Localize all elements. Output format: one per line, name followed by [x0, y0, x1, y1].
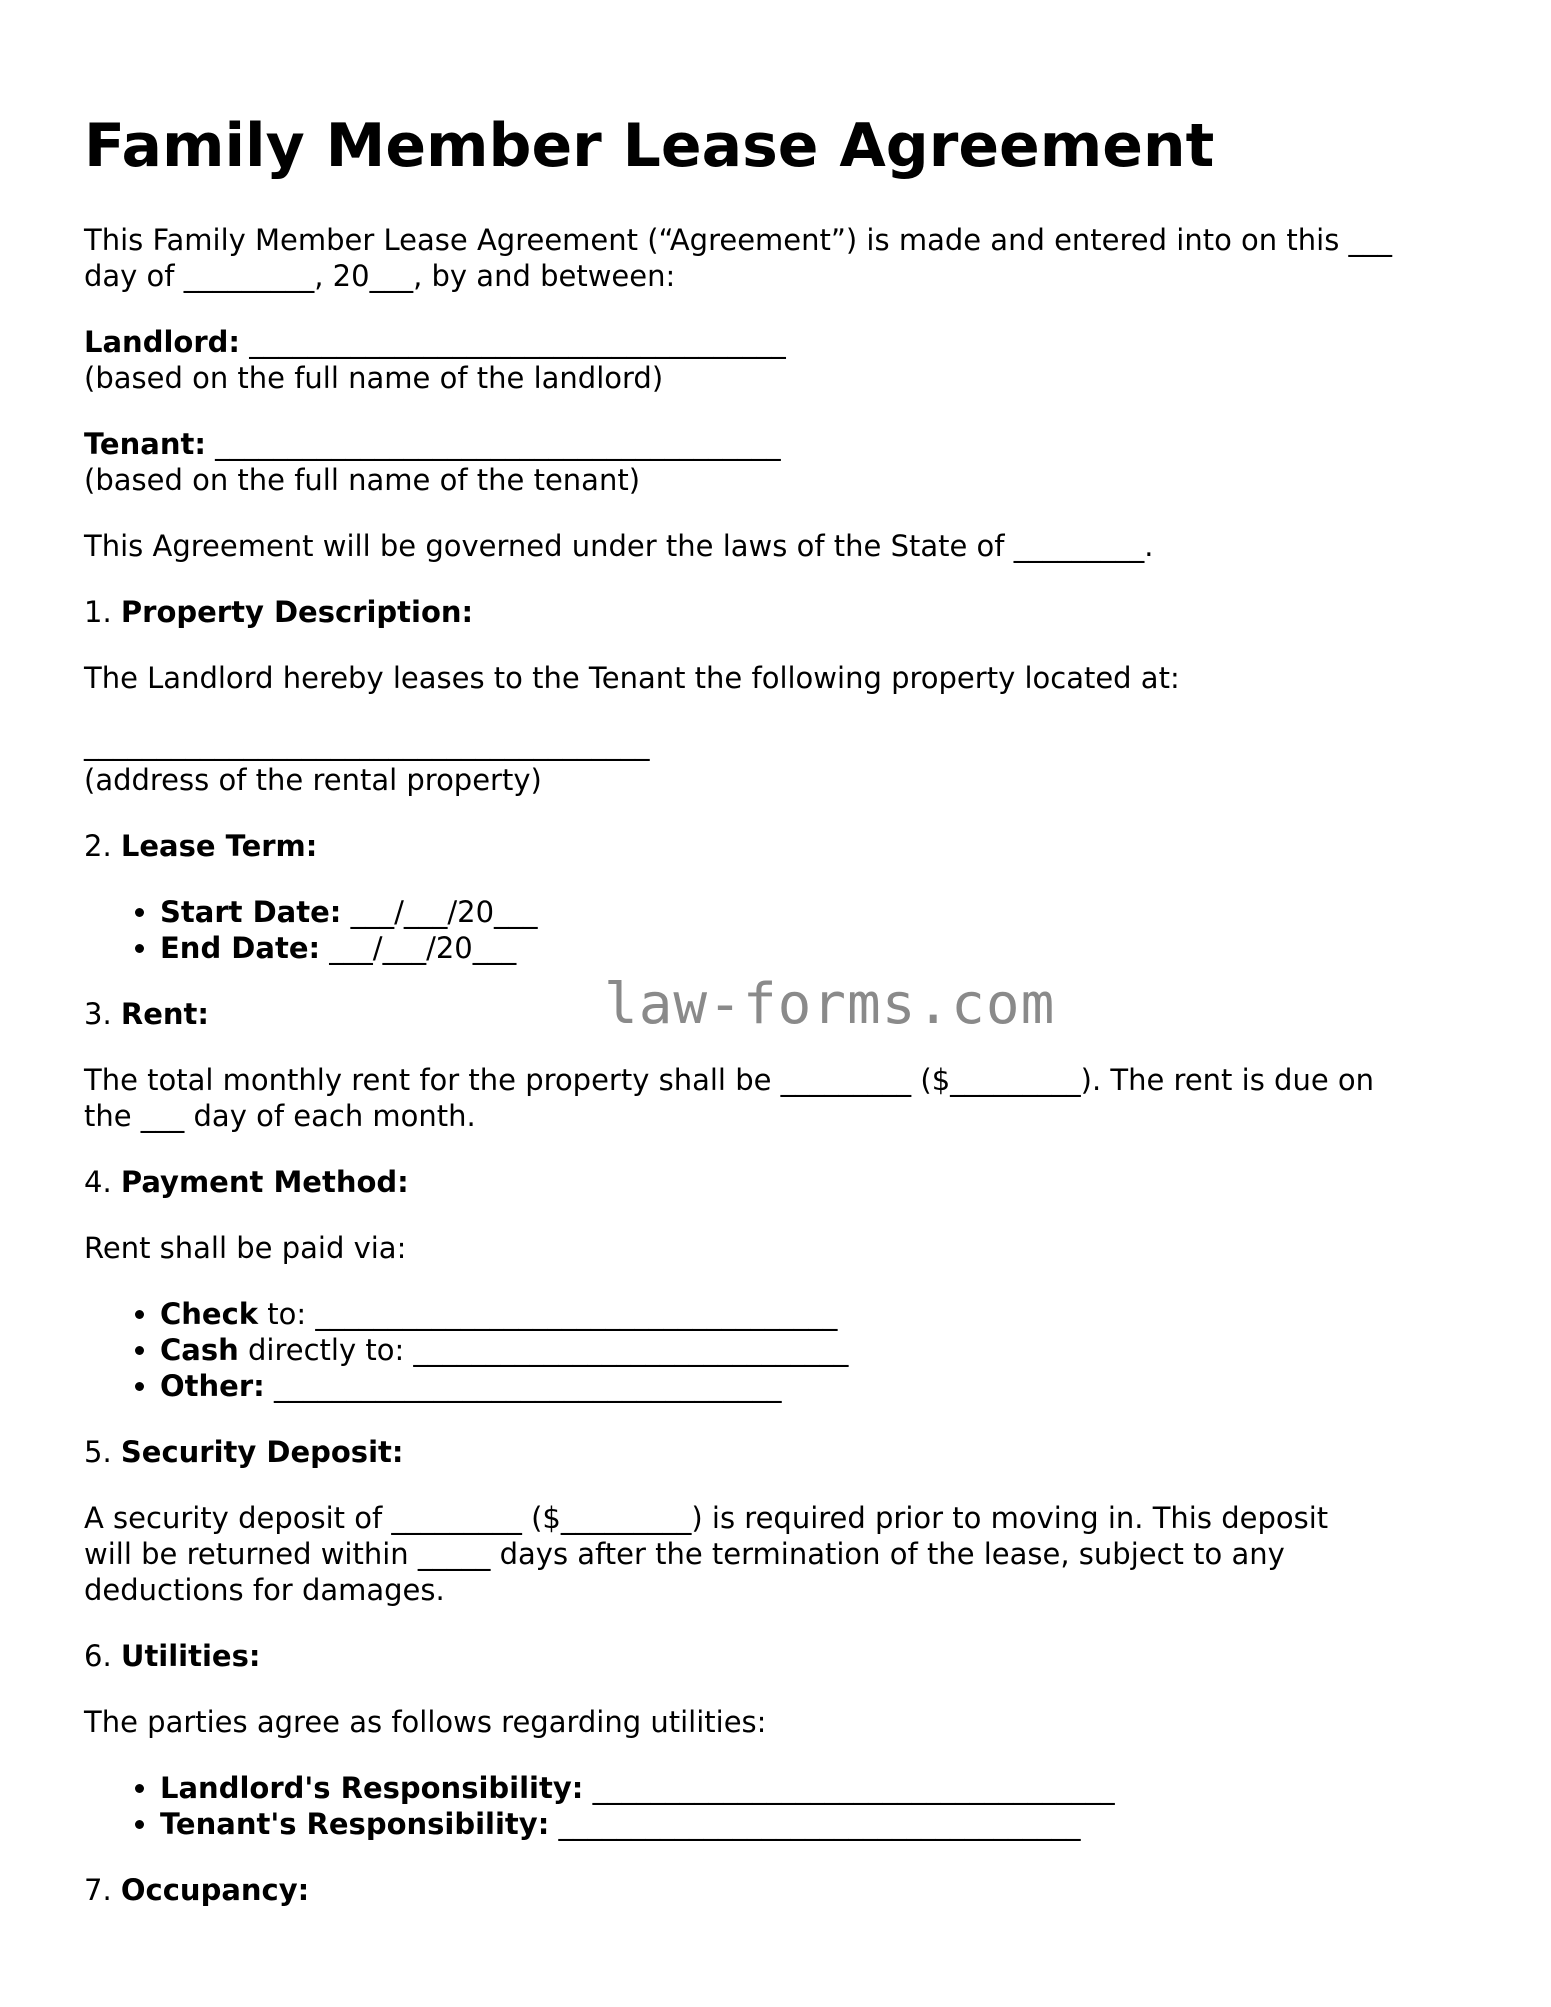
section-1-heading — [84, 594, 473, 630]
section-2-heading — [84, 828, 317, 864]
deposit-line-2: will be returned within _____ days after the termination of the lease, subject to any — [84, 1537, 1285, 1571]
end-date-item — [160, 930, 538, 966]
section-4-title: Payment Method: — [120, 1165, 409, 1199]
cash-item — [160, 1332, 848, 1368]
section-3-heading — [84, 996, 209, 1032]
section-2-title: Lease Term: — [120, 829, 318, 863]
tenant-responsibility-label: Tenant's Responsibility: — [160, 1807, 550, 1841]
start-date-label: Start Date: — [160, 895, 342, 929]
tenant-note: (based on the full name of the tenant) — [84, 463, 641, 497]
watermark: law-forms.com — [604, 972, 1056, 1037]
section-3-title: Rent: — [120, 997, 209, 1031]
end-date-blank: ___/___/20___ — [320, 931, 517, 965]
section-7-heading — [84, 1872, 309, 1908]
rent-line-2: the ___ day of each month. — [84, 1099, 476, 1133]
section-6-heading — [84, 1638, 260, 1674]
check-label: Check — [160, 1297, 259, 1331]
cash-blank: directly to: ______________________________ — [238, 1333, 849, 1367]
section-6-number: 6. — [84, 1639, 121, 1673]
address-blank: _______________________________________ — [84, 727, 650, 761]
landlord-note: (based on the full name of the landlord) — [84, 361, 664, 395]
tenant-responsibility-blank: ____________________________________ — [549, 1807, 1081, 1841]
rent-line-1: The total monthly rent for the property shall be _________ ($_________). The rent is due on — [84, 1063, 1375, 1097]
tenant-responsibility-item — [160, 1806, 1115, 1842]
landlord-responsibility-label: Landlord's Responsibility: — [160, 1771, 584, 1805]
tenant-blank: _______________________________________ — [205, 427, 781, 461]
landlord-label: Landlord: — [84, 325, 240, 359]
landlord-responsibility-blank: ____________________________________ — [583, 1771, 1115, 1805]
address-note: (address of the rental property) — [84, 763, 542, 797]
section-6-title: Utilities: — [120, 1639, 261, 1673]
section-1-title: Property Description: — [120, 595, 474, 629]
landlord-field — [84, 324, 786, 360]
start-date-item — [160, 894, 538, 930]
section-3-number: 3. — [84, 997, 121, 1031]
section-7-number: 7. — [84, 1873, 121, 1907]
section-5-title: Security Deposit: — [120, 1435, 404, 1469]
tenant-label: Tenant: — [84, 427, 206, 461]
check-item — [160, 1296, 848, 1332]
other-blank: ___________________________________ — [264, 1369, 782, 1403]
document-title: Family Member Lease Agreement — [84, 111, 1215, 181]
utilities-list — [84, 1770, 1115, 1842]
start-date-blank: ___/___/20___ — [341, 895, 538, 929]
intro-line-2: day of _________, 20___, by and between: — [84, 259, 676, 293]
section-1-number: 1. — [84, 595, 121, 629]
intro-line-1: This Family Member Lease Agreement (“Agreement”) is made and entered into on this ___ — [84, 223, 1393, 257]
section-4-number: 4. — [84, 1165, 121, 1199]
deposit-line-3: deductions for damages. — [84, 1573, 445, 1607]
check-blank: to: ____________________________________ — [258, 1297, 838, 1331]
landlord-responsibility-item — [160, 1770, 1115, 1806]
end-date-label: End Date: — [160, 931, 321, 965]
payment-method-list — [84, 1296, 848, 1404]
lease-term-list — [84, 894, 538, 966]
section-1-text: The Landlord hereby leases to the Tenant the following property located at: — [84, 661, 1180, 695]
section-2-number: 2. — [84, 829, 121, 863]
other-label: Other: — [160, 1369, 265, 1403]
section-5-number: 5. — [84, 1435, 121, 1469]
tenant-field — [84, 426, 781, 462]
other-item — [160, 1368, 848, 1404]
section-7-title: Occupancy: — [120, 1873, 310, 1907]
payment-intro: Rent shall be paid via: — [84, 1231, 407, 1265]
governing-law: This Agreement will be governed under the laws of the State of _________. — [84, 529, 1154, 563]
section-4-heading — [84, 1164, 409, 1200]
deposit-line-1: A security deposit of _________ ($_________) is required prior to moving in. This deposit — [84, 1501, 1329, 1535]
cash-label: Cash — [160, 1333, 239, 1367]
landlord-blank: _____________________________________ — [239, 325, 786, 359]
section-5-heading — [84, 1434, 403, 1470]
utilities-intro: The parties agree as follows regarding utilities: — [84, 1705, 767, 1739]
